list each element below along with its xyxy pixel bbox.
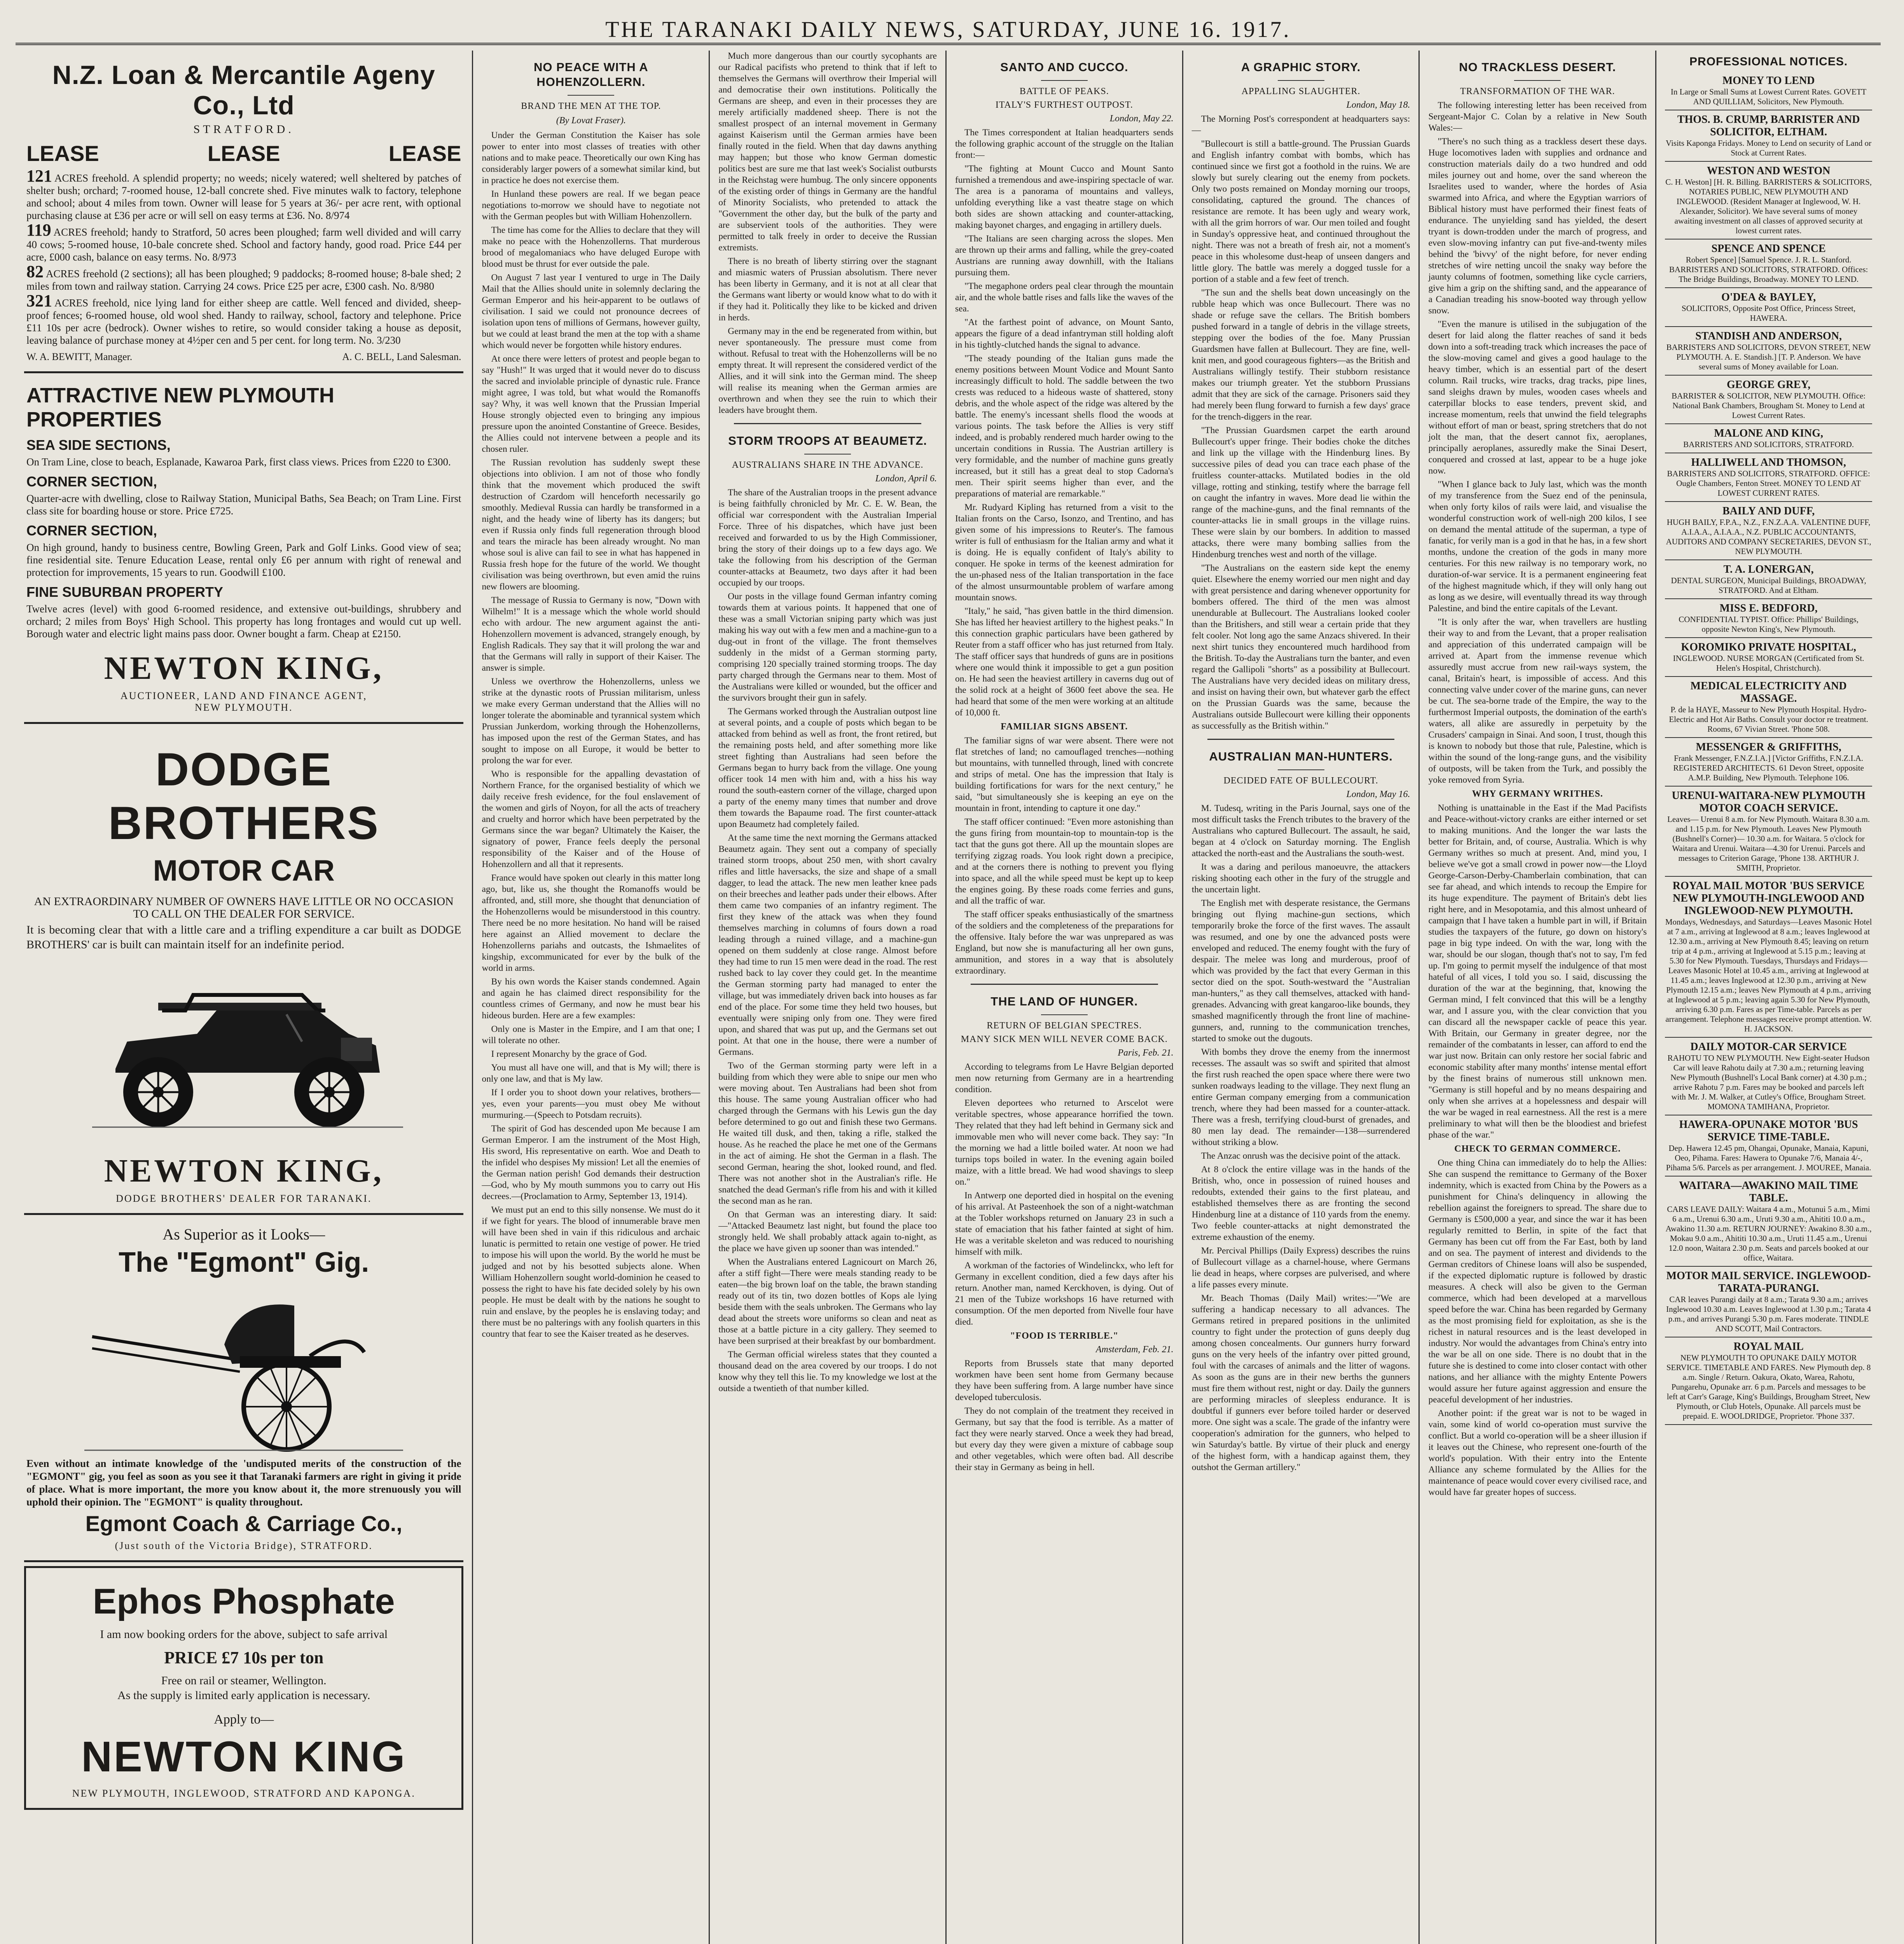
- article-paragraph: The staff officer continued: "Even more astonishing than the guns firing from mountain-top to mountain-top is the tact that the guns got there. All up the mountain slopes are terrifying zigzag roads. You look right down a precipice, and at the corners there is nothing to prevent you flying into space, and all the while speed must be kept up to keep the engines going. By these roads come ferries and guns, and all the traffic of war.: [955, 817, 1174, 906]
- notice-item: [1665, 162, 1872, 240]
- lease-row: [26, 141, 461, 166]
- article-paragraph: On August 7 last year I ventured to urge in The Daily Mail that the Allies should unite in solemnly declaring the German Emperor and his heir-apparent to be outlaws of civilisation. I said we could not pronounce decrees of isolation upon tens of millions of Germans, however guilty, but we could at least brand the men at the top with a shame which would never be forgotten while history endures.: [482, 273, 700, 350]
- article-paragraph: In Hunland these powers are real. If we began peace negotiations to-morrow we should have to negotiate not with the German peoples but with William Hohenzollern.: [482, 189, 700, 222]
- notice-heading: BAILY AND DUFF,: [1722, 505, 1815, 517]
- article-paragraph: "Even the manure is utilised in the subjugation of the desert for laid along the flatter reaches of sand it beds down into a soft-treading track which increases the pace of the slow-moving camel and gives a good haulage to the heavy timber, which is an essential part of the desert column. Rail trucks, wire tracks, drag tracks, pipe lines, sand sleighs drawn by mules, wooden cases wheels and caterpillar blocks to ease tenders, prevent skid, and increase momentum, reels that unwind the field telegraphs without effort of man or beast, spring stretchers that do not jolt the man, that the desert cannot fix, aeroplanes, principally aeroplanes, assuredly make the Sinai Desert, conquered and crossed at last, appear to be a huge joke now.: [1428, 319, 1647, 476]
- article-paragraph: "When I glance back to July last, which was the month of my transference from the Suez end of the peninsula, when only forty kilos of rails were laid, and visualise the wonderful construction work of well-nigh 200 kilos, I see on demand the mental attitude of the superman, a type of fanatic, for verily man is a god in that he has, in a few short months, undone the creation of the gods in many more centuries. For this new railway is no temporary work, no duration-of-war service. It is a permanent engineering feat of the highest magnitude which, if they will only hang out as long as we desire, will eventually thread its way through Palestine, and bind the entire capitals of the Levant.: [1428, 479, 1647, 614]
- notice-heading: ROYAL MAIL MOTOR 'BUS SERVICE NEW PLYMOUTH-INGLEWOOD AND INGLEWOOD-NEW PLYMOUTH.: [1672, 880, 1865, 917]
- title-rule: [1278, 80, 1324, 81]
- article-paragraph: "The steady pounding of the Italian guns made the enemy positions between Mount Vodice and Mount Santo increasingly difficult to hold. The saddle between the two crests was reduced to a hideous waste of shattered, stony debris, and the whole aspect of the ridge was altered by the battle. The enemy's incessant shells flood the woods at various points. The task before the Allies is very stiff indeed, and is probably rendered much harder owing to the uncertain conditions in Russia. The Austrian artillery is very formidable, and the number of machine guns greatly increased, but it still has a great deal to stop Cadorna's men. Their spirit seems higher than ever, and the preparations of material are remarkable.": [955, 353, 1174, 499]
- article-paragraph: "The Prussian Guardsmen carpet the earth around Bullecourt's upper fringe. Their bodies choke the ditches and link up the village with the Hindenburg lines. By successive piles of dead you can trace each phase of the fruitless counter-attacks. Mutilated bodies in the old village, rotting and stinking, testify where the barrage fell on caught the infantry in waves. More dead lie within the range of the machine-guns, and the final remnants of the counter-attacks lie in small groups in the village ruins. These were slain by our bombers. In addition to massed attacks, there were many bombing sallies from the Hindenburg trenches west and north of the village.: [1191, 425, 1410, 559]
- article-dateline: Paris, Feb. 21.: [1118, 1048, 1174, 1058]
- article-body: [718, 487, 937, 1394]
- notice-body: NEW PLYMOUTH TO OPUNAKE DAILY MOTOR SERVICE. TIMETABLE AND FARES. New Plymouth dep. 8 a.m. Single / Return. Oakura, Okato, Warea, Rahotu, Pungarehu, Opunake arr. 6 p.m. Parcels and messages to be left at Carr's Garage, King's Buildings, Brougham Street, New Plymouth, or Club Hotels, Opunake. All parcels must be prepaid. E. WOOLDRIDGE, Proprietor. 'Phone 337.: [1666, 1353, 1871, 1421]
- article-paragraph: Germany may in the end be regenerated from within, but never spontaneously. The pressure must come from without. Refusal to treat with the Hohenzollerns will be no empty threat. It will represent the considered verdict of the Allies, and it will sink into the German mind. The sheep will realise its meaning when the German armies are overthrown and when they see the ruin to which their leaders have brought them.: [718, 326, 937, 415]
- notice-heading: THOS. B. CRUMP, BARRISTER AND SOLICITOR, ELTHAM.: [1677, 114, 1860, 138]
- article-paragraph: At 8 o'clock the entire village was in the hands of the British, who, once in possession of ruined houses and redoubts, extended their gains to the first plateau, and established themselves there as are fronting the second Hindenburg line at a distance of 110 yards from the enemy. Two feeble counter-attacks at night demonstrated the extreme exhaustion of the enemy.: [1191, 1164, 1410, 1242]
- property-heading: CORNER SECTION,: [26, 523, 157, 538]
- article-dek: RETURN OF BELGIAN SPECTRES.: [987, 1021, 1142, 1031]
- title-rule: [1041, 80, 1088, 81]
- notice-heading: T. A. LONERGAN,: [1723, 563, 1814, 575]
- article-paragraph: M. Tudesq, writing in the Paris Journal, says one of the most difficult tasks the French tributes to the bravery of the Australians who captured Bullecourt. The assault, he said, began at 4 o'clock on Saturday morning. The English attacked the north-east and the Australians the south-west.: [1191, 803, 1410, 858]
- article-body: [955, 735, 1174, 977]
- article-dek: BATTLE OF PEAKS.: [1019, 86, 1109, 96]
- article-paragraph: "Italy," he said, "has given battle in the third dimension. She has lifted her heaviest artillery to the highest peaks." In this connection graphic particulars have been gathered by Reuter from a staff officer who has just returned from Italy. The staff officer says that hundreds of guns are in positions where one would think it impossible to get a gun position on. He had seen the heaviest artillery in caverns dug out of the solid rock at a height of 3600 feet above the sea. He had heard that some of the men were working at an altitude of 10,000 ft.: [955, 606, 1174, 718]
- article-body: [1192, 803, 1410, 1473]
- notice-body: BARRISTERS AND SOLICITORS, STRATFORD. OFFICE: Ougle Chambers, Fenton Street. MONEY TO LEND AT LOWEST CURRENT RATES.: [1667, 469, 1870, 498]
- notice-body: C. H. Weston] [H. R. Billing. BARRISTERS & SOLICITORS, NOTARIES PUBLIC, NEW PLYMOUTH AND INGLEWOOD. (Resident Manager at Inglewood, W. H. Alexander, Solicitor). We have several sums of money awaiting investment on all classes of approved security at lowest current rates.: [1665, 177, 1872, 235]
- article-paragraph: At once there were letters of protest and people began to say "Hush!" It was urged that it would never do to discuss the sacred and inviolable principle of dynastic rule. France might agree, I was told, but what would the Romanoffs say? Why, it was well known that the Prussian Imperial House strongly objected even to bringing any impious pressure upon the anointed Constantine of Greece. Besides, the Allies could not intervene between a people and its chosen ruler.: [482, 354, 700, 454]
- article-title: STORM TROOPS AT BEAUMETZ.: [728, 434, 927, 448]
- dodge-ad: [24, 724, 463, 1215]
- article-paragraph: "The Italians are seen charging across the slopes. Men are thrown up their arms and falling, while the grey-coated Austrians are running away downhill, with the Italians pursuing them.: [955, 234, 1174, 278]
- lot-number: 119: [26, 220, 51, 240]
- dodge-body: It is becoming clear that with a little care and a trifling expenditure a car built as DODGE BROTHERS' car is built can maintain itself for an indefinite period.: [26, 923, 461, 951]
- properties-ad: [24, 373, 463, 724]
- article-title: SANTO AND CUCCO.: [1000, 60, 1128, 74]
- notice-item: [1665, 376, 1872, 424]
- notice-body: Visits Kaponga Fridays. Money to Lend on security of Land or Stock at Current Rates.: [1666, 138, 1872, 157]
- article-paragraph: Much more dangerous than our courtly sycophants are our Radical pacifists who pretend to think that if left to themselves the Germans will overthrow their Imperial will and democratise their own institutions. Politically the Germans are sheep, and even in their processes they are merely artificially maddened sheep. There is not the smallest prospect of an internal movement in Germany against Kaiserism until the German armies have been finally routed in the field. When that day dawns anything may happen; but those who know German domestic politics best are sure me that last week's Socialist outbursts in the Reichstag were humbug. The only sincere opponents of the existing order of things in Germany are the handful of Minority Socialists, who pretended to attack the "Government the other day, but the bulk of the party and are subservient tools of the authorities. They were permitted to talk freely in order to deceive the Russian extremists.: [718, 51, 937, 253]
- notice-heading: SPENCE AND SPENCE: [1711, 243, 1826, 255]
- article-body-continued: [718, 51, 937, 416]
- lease-word: LEASE: [26, 141, 99, 166]
- notice-heading: HAWERA-OPUNAKE MOTOR 'BUS SERVICE TIME-TABLE.: [1679, 1119, 1858, 1143]
- notice-heading: MESSENGER & GRIFFITHS,: [1696, 741, 1841, 753]
- egmont-ad: [24, 1215, 463, 1562]
- article-paragraph: The Morning Post's correspondent at headquarters says:—: [1191, 114, 1410, 135]
- article-dek: MANY SICK MEN WILL NEVER COME BACK.: [961, 1034, 1168, 1044]
- article-title: THE LAND OF HUNGER.: [990, 995, 1138, 1008]
- lot-listing: [26, 220, 461, 263]
- article-paragraph: You must all have one will, and that is My will; there is only one law, and that is My law.: [482, 1063, 700, 1084]
- article-paragraph: Unless we overthrow the Hohenzollerns, unless we strike at the dynastic roots of Prussian militarism, unless we make every German understand that the Allies will no longer tolerate the abominable and tyrannical system which Prussian Junkerdom, working through the Hohenzollerns, has imposed upon the rest of the German States, and has sought to impose on all Europe, it would be better to prolong the war for ever.: [482, 677, 700, 766]
- notice-item: [1665, 453, 1872, 502]
- manager-name: W. A. BEWITT, Manager.: [26, 351, 133, 362]
- article-paragraph: In Antwerp one deported died in hospital on the evening of his arrival. At Pasteenhoek the son of a night-watchman at the Tobler workshops returned on January 23 in such a state of emaciation that his father fainted at sight of him. He was a veritable skeleton and was reduced to nourishing himself with milk.: [955, 1191, 1174, 1257]
- notice-body: Dep. Hawera 12.45 pm, Ohangai, Opunake, Manaia, Kapuni, Oeo, Pihama. Fares: Hawera to Opunake 7/6, Manaia 4/-, Pihama 5/6. Parcels as per arrangement. J. MOUREE, Manaia.: [1666, 1143, 1871, 1172]
- article-rule: [1207, 739, 1395, 740]
- notice-heading: WAITARA—AWAKINO MAIL TIME TABLE.: [1679, 1180, 1859, 1204]
- notice-item: [1665, 738, 1872, 787]
- property-text: On Tram Line, close to beach, Esplanade, Kawaroa Park, first class views. Prices from £220 to £300.: [26, 456, 451, 468]
- article-body: [1428, 100, 1647, 786]
- notice-item: [1665, 240, 1872, 288]
- notice-heading: URENUI-WAITARA-NEW PLYMOUTH MOTOR COACH SERVICE.: [1672, 790, 1866, 814]
- article-paragraph: The message of Russia to Germany is now, "Down with Wilhelm!" It is a message which the whole world should echo with ardour. The new argument against the anti-Hohenzollern movement is advanced, strangely enough, by English Radicals. They say that it will prolong the war and that the Germans will rally in support of their Kaiser. The answer is simple.: [482, 595, 700, 673]
- notices-title: PROFESSIONAL NOTICES.: [1689, 55, 1848, 68]
- article-column-3: [710, 51, 947, 1944]
- lot-listing: [26, 166, 461, 222]
- notice-heading: MISS E. BEDFORD,: [1719, 602, 1818, 614]
- article-paragraph: "The Australians on the eastern side kept the enemy quiet. Elsewhere the enemy worried our men night and day with great persistence and daring whenever opportunity for bombers offered. The third of the men was almost unendurable at Bullecourt. The Australians looked cooler than the Britishers, and still wear a certain pride that they felt cooler. Not long ago the same Anzacs shivered. In their next shirt tunics they encountered much hardihood from the British. To-day the Australians turn the banter, and even regard the Gallipoli "shorts" as a possibility at Bullecourt. The Australians have very decided ideas on military dress, and insist on having their own, but whatever garb the effect on the Prussian Guards was the same, because the Australians outside Bullecourt were killing their opponents as successfully as the British within.": [1191, 563, 1410, 731]
- article-dek: BRAND THE MEN AT THE TOP.: [521, 101, 661, 111]
- article-paragraph: If I order you to shoot down your relatives, brothers—yes, even your parents—you must obey Me without murmuring.—(Speech to Potsdam recruits).: [482, 1087, 700, 1120]
- notice-item: [1665, 1267, 1872, 1337]
- article-paragraph: According to telegrams from Le Havre Belgian deported men now returning from Germany are in a heartrending condition.: [955, 1062, 1174, 1094]
- article-paragraph: "The megaphone orders peal clear through the mountain air, and the whole battle rises and falls like the waves of the sea.: [955, 281, 1174, 314]
- notice-heading: STANDISH AND ANDERSON,: [1695, 330, 1842, 342]
- car-illustration-icon: [69, 956, 419, 1143]
- notice-item: [1665, 1177, 1872, 1267]
- article-subhead: "FOOD IS TERRIBLE.": [1010, 1331, 1119, 1341]
- article-dateline: London, May 18.: [1346, 100, 1410, 110]
- article-subhead: FAMILIAR SIGNS ABSENT.: [1001, 722, 1128, 732]
- article-paragraph: A workman of the factories of Windelinckx, who left for Germany in excellent condition, died a few days after his return. Another man, named Kerckhoven, is dying. Out of 21 men of the Tubize workshops 16 have returned with consumption. Of the men deported from Nivelle four have died.: [955, 1260, 1174, 1327]
- lot-text: ACRES freehold. A splendid property; no weeds; nicely watered; well sheltered by patches of shelter bush; orchard; 7-roomed house, 12-ball concrete shed. Five minutes walk to factory, telephone and school; about 4 miles from town. Owner will lease for 5 years at 36/- per acre rent, with optional purchasing clause at £36 per acre or will sell on easy terms at £36. No. 8/974: [26, 172, 461, 221]
- ephos-note: As the supply is limited early application is necessary.: [117, 1689, 370, 1702]
- gig-illustration-icon: [77, 1282, 411, 1453]
- lot-listing: [26, 262, 461, 292]
- lot-number: 82: [26, 262, 44, 281]
- lease-word: LEASE: [207, 141, 280, 166]
- article-dek: ITALY'S FURTHEST OUTPOST.: [995, 100, 1133, 110]
- lot-number: 121: [26, 166, 52, 185]
- notice-item: [1665, 1038, 1872, 1115]
- article-paragraph: Only one is Master in the Empire, and I am that one; I will tolerate no other.: [482, 1024, 700, 1045]
- agent-line: AUCTIONEER, LAND AND FINANCE AGENT,: [120, 690, 367, 701]
- agent-name: NEWTON KING,: [104, 650, 384, 686]
- article-paragraph: When the Australians entered Lagnicourt on March 26, after a stiff fight—There were meals standing ready to be eaten—the big brown loaf on the table, the brawn standing ready out of its tin, two dozen bottles of Kops ale lying beside them with the seals unbroken. The Germans who lay dead about the streets wore uniforms so clean and neat as those at a battle picture in a city gallery. They seemed to have been surprised at their breakfast by our bombardment.: [718, 1257, 937, 1346]
- notice-body: Robert Spence] [Samuel Spence. J. R. L. Stanford. BARRISTERS AND SOLICITORS, STRATFORD. Offices: The Bridge Buildings, Broadway. MONEY TO LEND.: [1669, 255, 1868, 284]
- notice-heading: HALLIWELL AND THOMSON,: [1691, 456, 1846, 469]
- article-paragraph: The following interesting letter has been received from Sergeant-Major C. Colan by a relative in New South Wales:—: [1428, 100, 1647, 133]
- notice-item: [1665, 327, 1872, 376]
- egmont-maker-line: (Just south of the Victoria Bridge), STRATFORD.: [115, 1540, 373, 1551]
- article-body: [1192, 114, 1410, 732]
- article-paragraph: I represent Monarchy by the grace of God.: [491, 1049, 647, 1059]
- notice-item: [1665, 787, 1872, 877]
- dodge-tagline: AN EXTRAORDINARY NUMBER OF OWNERS HAVE LITTLE OR NO OCCASION TO CALL ON THE DEALER FOR SERVICE.: [34, 895, 454, 920]
- notice-body: CAR leaves Purangi daily at 8 a.m.; Tarata 9.30 a.m.; arrives Inglewood 10.30 a.m. Leaves Inglewood at 1.30 p.m.; Tarata 4 p.m., and arrives Purangi 5.30 p.m. Fares moderate. TINDLE AND SCOTT, Mail Contractors.: [1666, 1295, 1871, 1333]
- article-column-6: [1420, 51, 1656, 1944]
- article-paragraph: One thing China can immediately do to help the Allies: She can suspend the remittance to Germany of the Boxer indemnity, which is exacted from China by the Powers as a punishment for China's delinquency in allowing the rebellion against the foreigners to spread. The share due to Germany is £500,000 a year, and since the war it has been regularly remitted to Berlin, in spite of the fact that Germany has been cut off from the Far East, both by land and on sea. The payment of interest and dividends to the German creditors of Chinese loans will also be suspended, if the expected diplomatic rupture is followed by drastic measures. A check will also be given to the German commerce, which had been developed at a marvellous speed before the war. China has been regarded by Germany as the most promising field for exploitation, as she is the richest in natural resources and is the least developed in industry. Nor would the advantages from China's entry into the war be all on one side. There is no doubt that in the future she is destined to come into closer contact with other nations, and her alliance with the mighty Entente Powers would assure her future against aggression and ensure the peaceful development of her industries.: [1428, 1158, 1647, 1405]
- property-text: On high ground, handy to business centre, Bowling Green, Park and Golf Links. Good view of sea; fine residential site. Tenure Education Lease, rental only £6 per annum with right of renewal and protection for improvements, 15 years to run. Goodwill £100.: [26, 542, 461, 578]
- notice-item: [1665, 1337, 1872, 1425]
- article-paragraph: With bombs they drove the enemy from the innermost recesses. The assault was so swift and spirited that almost the first rush reached the open space where there were two sunken roadways leading to the village. They next flung an entire German company emerging from a communication trench, where they had been massed for a counter-attack. There was a fresh, terrifying cloud-burst of grenades, and 80 men lay dead. The remainder—138—surrendered without striking a blow.: [1191, 1047, 1410, 1147]
- article-dateline: London, April 6.: [875, 474, 937, 484]
- article-dateline: London, May 22.: [1109, 114, 1174, 124]
- article-title: NO PEACE WITH A HOHENZOLLERN.: [534, 60, 648, 89]
- article-title: A GRAPHIC STORY.: [1241, 60, 1361, 74]
- nz-loan-ad: [24, 51, 463, 373]
- ephos-title: Ephos Phosphate: [93, 1582, 395, 1621]
- property-text: Twelve acres (level) with good 6-roomed residence, and extensive out-buildings, shrubbery and orchard; 2 miles from Boys' High School. This property has long frontages and would cut up well. Borough water and electric light mains pass door. Owner bought a farm. Cheap at £2150.: [26, 603, 461, 640]
- masthead: [16, 16, 1881, 45]
- notice-body: P. de la HAYE, Masseur to New Plymouth Hospital. Hydro-Electric and Hot Air Baths. Consult your doctor re treatment. Rooms, 67 Vivian Street. 'Phone 508.: [1669, 705, 1868, 734]
- notice-item: [1665, 110, 1872, 162]
- title-rule: [1278, 769, 1324, 770]
- lot-listing: [26, 291, 461, 346]
- article-paragraph: The staff officer speaks enthusiastically of the smartness of the soldiers and the completeness of the preparations for the offensive. Italy before the war was unprepared as was England, but now she is manufacturing all her own guns, ammunition, and stores in a way that is absolutely extraordinary.: [955, 909, 1174, 976]
- article-body: [1428, 1157, 1647, 1498]
- salesman-name: A. C. BELL, Land Salesman.: [342, 351, 461, 362]
- article-paragraph: Two of the German storming party were left in a building from which they were able to snipe our men who were moving about. Ten Australians had been shot from this house. The same young Australian officer who had charged through the Germans with his Lewis gun the day before determined to go out and finish these two Germans. He waited till dusk, and then, taking a rifle, stalked the house. As he reached the place he met one of the Germans in the act of aiming. He shot the German in a flash. The second German, hearing the shot, looked round, and fled. There was not another shot in the Australian's rifle. He snatched the dead German's rifle from his and with it killed the second man as he ran.: [718, 1061, 937, 1206]
- article-paragraph: The share of the Australian troops in the present advance is being faithfully chronicled by Mr. C. E. W. Bean, the official war correspondent with the Australian Imperial Force. Three of his dispatches, which have just been received and forwarded to us by the High Commissioner, bring the story of their doings up to a few days ago. We take the following from his description of the German counter-attacks at Beaumetz, two days after it had been occupied by our troops.: [718, 488, 937, 588]
- article-paragraph: The spirit of God has descended upon Me because I am German Emperor. I am the instrument of the Most High, His sword, His representative on earth. Woe and Death to the infidel who despises My mission! Let all the enemies of the German nation perish! God demands their destruction—God, who by My mouth summons you to carry out His decrees.—(Proclamation to Army, September 13, 1914).: [482, 1124, 700, 1201]
- article-body: [955, 1358, 1174, 1473]
- nz-loan-footer: [26, 351, 461, 363]
- article-paragraph: Reports from Brussels state that many deported workmen have been sent home from Germany because they have been suffering from. A large number have since developed tuberculosis.: [955, 1358, 1174, 1402]
- lot-text: ACRES freehold (2 sections); all has been ploughed; 9 paddocks; 8-roomed house; 8-bale shed; 2 miles from town and railway station. Carrying 24 cows. Price £25 per acre, £300 cash. No. 8/980: [26, 268, 461, 292]
- article-paragraph: Our posts in the village found German infantry coming towards them at various points. It happened that one of these was a small Victorian sniping party which was just making his way out with a few men and a machine-gun to a dug-out in front of the village. The front themselves suddenly in the midst of a German storming party, comprising 120 specially trained storming troops. The day party charged through the Germans near to them. Most of the Australians were killed or wounded, but the officer and the survivors brought their gun in safely.: [718, 591, 937, 703]
- notice-item: [1665, 877, 1872, 1038]
- notice-item: [1665, 72, 1872, 110]
- article-paragraph: The Anzac onrush was the decisive point of the attack.: [1201, 1151, 1401, 1161]
- article-title: NO TRACKLESS DESERT.: [1459, 60, 1616, 74]
- article-paragraph: The familiar signs of war were absent. There were not flat stretches of land; no camouflaged trenches—nothing but mountains, with tunnelled through, lined with concrete and strips of metal. One has the impression that Italy is building fortifications for wars for the next century," he said, "but simultaneously she is keeping an eye on the mountain in front, intending to capture it one day.": [955, 736, 1174, 813]
- notice-body: BARRISTERS AND SOLICITORS, DEVON STREET, NEW PLYMOUTH. A. E. Standish.] [T. P. Anderson. We have several sums of Money available for Loan.: [1666, 343, 1871, 371]
- notice-item: [1665, 502, 1872, 560]
- lot-number: 321: [26, 291, 52, 310]
- article-column-5: [1183, 51, 1420, 1944]
- property-heading: CORNER SECTION,: [26, 474, 157, 489]
- article-subhead: WHY GERMANY WRITHES.: [1472, 789, 1603, 799]
- lease-word: LEASE: [388, 141, 461, 166]
- article-paragraph: Mr. Percival Phillips (Daily Express) describes the ruins of Bullecourt village as a charnel-house, where Germans lie dead in heaps, where corpses are pulverised, and where a life passes every minute.: [1191, 1246, 1410, 1290]
- notice-body: In Large or Small Sums at Lowest Current Rates. GOVETT AND QUILLIAM, Solicitors, New Plymouth.: [1670, 87, 1867, 106]
- egmont-head: As Superior as it Looks—: [162, 1225, 325, 1243]
- dodge-title: DODGE BROTHERS: [108, 743, 379, 849]
- article-column-4: [947, 51, 1183, 1944]
- article-paragraph: There is no breath of liberty stirring over the stagnant and miasmic waters of Prussian absolutism. There never has been liberty in Germany, and it is not at all clear that the Germans want liberty or would know what to do with it if they had it. Politically they like to be kicked and driven in herds.: [718, 256, 937, 323]
- article-paragraph: "The sun and the shells beat down unceasingly on the rubble heap which was once Bullecourt. There was no shade or refuge save the cellars. The British bombers pushed forward in a tangle of debris in the village streets, stepping over the bodies of the foe. Many Prussian Guardsmen have fallen at Bullecourt. They are fine, well-knit men, and good courageous fighters—as the British and Australians willingly testify. Their stubborn resistance makes our triumph greater. Yet the stubborn Prussians admit that they are sick of the carnage. Prisoners said they had merely been flung forward to furnish a few days' grace for the trench-diggers in the rear.: [1191, 288, 1410, 422]
- notice-body: Leaves— Urenui 8 a.m. for New Plymouth. Waitara 8.30 a.m. and 1.15 p.m. for New Plymouth. Leaves New Plymouth (Bushnell's Corner)— 10.30 a.m. for Waitara. 5 o'clock for Waitara and Urenui. Waitara—4.30 for Urenui. Parcels and messages to Criterion Garage, 'Phone 138. ARTHUR J. SMITH, Proprietor.: [1667, 815, 1870, 872]
- notice-body: Frank Messenger, F.N.Z.I.A.] [Victor Griffiths, F.N.Z.I.A. REGISTERED ARCHITECTS. 61 Devon Street, opposite A.M.P. Building, New Plymouth. Telephone 106.: [1673, 753, 1864, 782]
- notice-heading: ROYAL MAIL: [1733, 1341, 1804, 1353]
- nz-loan-title: N.Z. Loan & Mercantile Ageny Co., Ltd: [52, 60, 435, 120]
- notice-body: INGLEWOOD. NURSE MORGAN (Certificated from St. Helen's Hospital, Christchurch).: [1673, 654, 1864, 673]
- title-rule: [568, 95, 614, 96]
- article-rule: [971, 984, 1158, 985]
- article-body: [955, 1061, 1174, 1328]
- article-paragraph: Under the German Constitution the Kaiser has sole power to enter into most classes of treaties with other nations and to make peace. Theoretically our own King has considerably larger powers of a somewhat similar kind, but in practice he does not exercise them.: [482, 130, 700, 185]
- article-body: [482, 130, 700, 1340]
- agent-line: NEW PLYMOUTH.: [194, 702, 293, 713]
- article-paragraph: The Times correspondent at Italian headquarters sends the following graphic account of the struggle on the Italian front:—: [955, 128, 1174, 160]
- notices-list: [1665, 72, 1872, 1425]
- egmont-body: Even without an intimate knowledge of the 'undisputed merits of the construction of the "EGMONT" gig, you feel as soon as you see it that Taranaki farmers are right in giving it pride of place. What is more important, the more you know about it, the more strenuously you will uphold their opinion. The "EGMONT" is quality throughout.: [26, 1458, 461, 1508]
- notice-body: Mondays, Wednesdays, and Saturdays—Leaves Masonic Hotel at 7 a.m., arriving at Inglewood at 8 a.m.; leaves Inglewood at 12.30 a.m., arriving at New Plymouth 8.45; leaving on return trip at 4 p.m., arriving at Inglewood at 5.15 p.m.; leaving at 5.30 for New Plymouth. Tuesdays, Thursdays and Fridays—Leaves Masonic Hotel at 10.45 a.m., arriving at Inglewood at 11.45 a.m.; leaves Inglewood at 12.30 p.m., arriving at New Plymouth 12.15 a.m.; leaves New Plymouth at 4 p.m., arriving at Inglewood at 5 p.m.; leaving again 5.30 for New Plymouth, arriving 6.30 p.m. Fares as per Time-table. Parcels as per arrangement. Telephone messages receive prompt attention. W. H. JACKSON.: [1665, 917, 1872, 1033]
- property-text: Quarter-acre with dwelling, close to Railway Station, Municipal Baths, Sea Beach; on Tram Line. First class site for boarding house or store. Price £725.: [26, 493, 461, 517]
- dodge-subtitle: MOTOR CAR: [153, 854, 335, 887]
- notice-item: [1665, 677, 1872, 738]
- nz-loan-place: STRATFORD.: [193, 123, 294, 136]
- article-dek: TRANSFORMATION OF THE WAR.: [1460, 86, 1615, 96]
- notice-body: BARRISTER & SOLICITOR, NEW PLYMOUTH. Office: National Bank Chambers, Brougham St. Money to Lend at Lowest Current Rates.: [1672, 391, 1866, 420]
- article-paragraph: At the same time the next morning the Germans attacked Beaumetz again. They sent out a company of specially trained storm troops, about 250 men, with short cavalry rifles and little haversacks, the size and shape of a small dagger, to lead the attack. The new men leather knee pads on their breeches and leather pads under their elbows. After them came two companies of an infantry regiment. The first they knew of the attack was when they found themselves marching in columns of fours down a road leading through a ruined village, and a machine-gun opened on them suddenly at close range. Almost before they had time to run 15 men were dead in the road. The rest rushed back to lay cover they could get. In the meantime the German storming party had managed to enter the village, but was immediately driven back into houses as far end of the place. For some time they held two houses, but eventually were sniping only from one. They were fired upon, and shared that was put up, and the Germans set out point. At that one in the house, there were a number of Germans.: [718, 833, 937, 1057]
- article-paragraph: On that German was an interesting diary. It said:—"Attacked Beaumetz last night, but found the place too strongly held. We shall probably attack again to-night, as the place we have given up sooner than was intended.": [718, 1210, 937, 1253]
- masthead-title: THE TARANAKI DAILY NEWS, SATURDAY, JUNE 16. 1917.: [605, 16, 1291, 42]
- properties-title: ATTRACTIVE NEW PLYMOUTH PROPERTIES: [26, 384, 334, 431]
- article-dek: DECIDED FATE OF BULLECOURT.: [1223, 776, 1378, 786]
- article-paragraph: Nothing is unattainable in the East if the Mad Pacifists and Peace-without-victory cranks are either interned or set to making munitions. And the longer the war lasts the better for Britain, and, of course, Australia. Which is why Germany writhes so much at present. And, mind you, I believe we've got a small crowd in power now—the Lloyd George-Carson-Derby-Chamberlain combination, that can see far ahead, and which intends to recoup the Empire for its huge expenditure. The payment of Britain's debt lies right here, and in Mesopotamia, and this almost unheard of campaign that I have taken a humble part in will, if Britain studies the taxpayers of the future, go down on history's page in big type indeed. On with the war, long with the war, should be our slogan, though that's not to say, I'm fed up. I'm going to permit myself the indulgence of that most hateful of all vices, I told you so. I said, discussing the duration of the war at the beginning, that, knowing the German mind, I felt convinced that this will be a lengthy war, and I assure you, with the clear conviction that you can discard all the newspaper cackle of peace this year. With Britain, our Germany in greater degree, nor the remainder of the combatants in lesser, can afford to end the war just now. Britain can only restore her social fabric and economic stability after many months' intense mental effort by the finest brains of numerous still unknown men. "Germany is still hopeful and by no means despairing and only when she arrives at a hopelessness and despair will the war be waged in real earnestness. All the rest is a mere preliminary to what will then be the bloodiest and briefest phase of the war.": [1428, 803, 1647, 1140]
- egmont-maker: Egmont Coach & Carriage Co.,: [85, 1511, 402, 1536]
- notices-column: [1656, 51, 1881, 1944]
- article-paragraph: Eleven deportees who returned to Arscelot were veritable spectres, whose appearance horrified the town. They related that they had left behind in Germany sick and immovable men who will never come back. They say: "In the morning we had a little boiled water. At noon we had turnips tops boiled in water. In the evening again boiled maize, with a little bread. We had wood shavings to sleep on.": [955, 1098, 1174, 1187]
- notice-heading: WESTON AND WESTON: [1707, 165, 1831, 177]
- notice-body: DENTAL SURGEON, Municipal Buildings, BROADWAY, STRATFORD. And at Eltham.: [1671, 576, 1866, 595]
- article-body: [955, 127, 1174, 719]
- ephos-apply: Apply to—: [214, 1712, 274, 1727]
- article-body: [1428, 802, 1647, 1141]
- article-paragraph: By his own words the Kaiser stands condemned. Again and again he has claimed direct responsibility for the countless crimes of Germany, and now he must bear his hideous burden. Here are a few examples:: [482, 977, 700, 1021]
- notice-item: [1665, 424, 1872, 453]
- article-paragraph: Who is responsible for the appalling devastation of Northern France, for the organised bestiality of which we daily receive fresh evidence, for the foul enslavement of the women and girls of Noyon, for all the acts of treachery and cruelty and horror which have been perpetrated by the Germans since the war began? Ultimately the Kaiser, the signatory of power, France feels deeply the personal responsibility of the Kaiser and of the House of Hohenzollern and all that it represents.: [482, 769, 700, 869]
- ephos-agent: NEWTON KING: [81, 1733, 407, 1781]
- article-paragraph: Mr. Beach Thomas (Daily Mail) writes:—"We are suffering a handicap necessary to all advances. The Germans retired in prepared positions in the unlimited country to fight under the protection of guns deeply dug among chosen concealments. Our gunners hurry forward guns on the very heels of the infantry over pitted ground, foul with the carcases of animals and the litter of wagons. As soon as the guns are in their new berths the gunners must fire them without rest, night or day. Daily the gunners are performing miracles of sleepless endurance. It is doubtful if gunners ever before toiled harder or deserved more. One sight was a scale. The grade of the infantry were cooperation's admiration for the gunners, who helped to win Saturday's battle. By virtue of their pluck and energy of the highest form, with a handicap against them, they outshot the German artillery.": [1191, 1293, 1410, 1472]
- notice-heading: MALONE AND KING,: [1714, 427, 1824, 439]
- title-rule: [804, 454, 851, 455]
- ephos-terms: Free on rail or steamer, Wellington.: [161, 1674, 327, 1687]
- article-byline: (By Lovat Fraser).: [556, 115, 626, 126]
- ads-column: [16, 51, 473, 1944]
- ephos-locations: NEW PLYMOUTH, INGLEWOOD, STRATFORD AND KAPONGA.: [72, 1788, 416, 1799]
- ephos-body: I am now booking orders for the above, subject to safe arrival: [100, 1628, 388, 1641]
- article-paragraph: The Germans worked through the Australian outpost line at several points, and a couple of posts which began to be attacked from behind as well as front, the front retired, but the remaining posts held, and after something more like street fighting than Australians had seen before the Germans began to hurry back from the village. One young officer took 14 men with him and, with a hiss his way round the south-eastern corner of the village, charged upon a party of the enemy many times that number and drove them towards the Bapaume road. The first counter-attack upon Beaumetz had completely failed.: [718, 706, 937, 829]
- article-paragraph: They do not complain of the treatment they received in Germany, but say that the food is terrible. As a matter of fact they were nearly starved. Once a week they had bread, but every day they were given a mixture of cabbage soup and other vegetables, which were often bad. All describe their stay in Germany as being in hell.: [955, 1406, 1174, 1472]
- dodge-dealer-line: DODGE BROTHERS' DEALER FOR TARANAKI.: [116, 1193, 372, 1204]
- article-subhead: CHECK TO GERMAN COMMERCE.: [1454, 1144, 1621, 1154]
- notice-body: HUGH BAILY, F.P.A., N.Z., F.N.Z.A.A. VALENTINE DUFF, A.I.A.A., A.I.A.A., N.Z. PUBLIC ACCOUNTANTS, AUDITORS AND COMPANY SECRETARIES, DEVON ST., NEW PLYMOUTH.: [1666, 517, 1871, 556]
- article-paragraph: "It is only after the war, when travellers are hustling their way to and from the Levant, that a proper realisation and appreciation of this underrated campaign will be arrived at. Apart from the immense revenue which assuredly must accrue from new rail-ways system, the canal, Britain's heart, is impossible of access. And this connecting valve under cover of the marine guns, can never be cut. The sea-borne trade of the Empire, the way to the furthermost Imperial outposts, the domination of the earth's waters, all alike are assuredly in perpetuity by the Crusaders' campaign in Sinai. And soon, I trust, though this is known to nobody but those that rule, Palestine, which is within the sound of the long-range guns, and the visibility of outposts, will be taken from the Turk, and possibly the yoke removed from Syria.: [1428, 617, 1647, 785]
- notice-body: CONFIDENTIAL TYPIST. Office: Phillips' Buildings, opposite Newton King's, New Plymouth.: [1679, 615, 1859, 634]
- notice-body: SOLICITORS, Opposite Post Office, Princess Street, HAWERA.: [1682, 304, 1856, 323]
- dodge-dealer: NEWTON KING,: [104, 1153, 384, 1189]
- property-heading: SEA SIDE SECTIONS,: [26, 437, 171, 453]
- notice-heading: MONEY TO LEND: [1722, 75, 1815, 87]
- notice-heading: MOTOR MAIL SERVICE. INGLEWOOD-TARATA-PURANGI.: [1666, 1270, 1871, 1294]
- ephos-ad: [24, 1566, 463, 1810]
- article-paragraph: The time has come for the Allies to declare that they will make no peace with the Hohenzollerns. That murderous brood of megalomaniacs who have deluged Europe with blood must be thrust for ever outside the pale.: [482, 225, 700, 269]
- notice-heading: MEDICAL ELECTRICITY AND MASSAGE.: [1690, 680, 1847, 705]
- notice-item: [1665, 638, 1872, 677]
- article-dateline: London, May 16.: [1346, 789, 1410, 799]
- article-paragraph: Mr. Rudyard Kipling has returned from a visit to the Italian fronts on the Carso, Isonzo, and Trentino, and has given some of his impressions to Reuter's. The famous writer is full of enthusiasm for the Italian army and what it is doing. He is equally confident of Italy's ability to conquer. He spoke in terms of the keenest admiration for the un-phased ness of the Italian transportation in the face of the almost unsurmountable problem of warfare among mountain snows.: [955, 502, 1174, 603]
- lot-text: ACRES freehold; handy to Stratford, 50 acres been ploughed; farm well divided and will carry 40 cows; 5-roomed house, 10-bale concrete shed. School and factory handy, good road. Price £44 per acre, £000 cash, balance on easy terms. No. 8/973: [26, 226, 461, 263]
- article-paragraph: The English met with desperate resistance, the Germans bringing out flying machine-gun sections, which temporarily broke the force of the first waves. The assault was resumed, and one by one the advanced posts were enveloped and reduced. The enemy fought with the fury of despair. The melee was long and murderous, proof of which was provided by the fact that every German in this sector died on the spot. South-westward the "Australian man-hunters," as they call themselves, attacked with hand-grenades. Advancing with great kangaroo-like bounds, they smashed magnificently through the front line of machine-gunners, and, running to the communication trenches, started to smoke out the dugouts.: [1191, 898, 1410, 1044]
- notice-item: [1665, 288, 1872, 327]
- article-rule: [734, 423, 921, 424]
- ephos-price: PRICE £7 10s per ton: [164, 1648, 324, 1667]
- notice-item: [1665, 1115, 1872, 1177]
- notice-heading: KOROMIKO PRIVATE HOSPITAL,: [1681, 641, 1856, 653]
- article-paragraph: The German official wireless states that they counted a thousand dead on the area covered by our troops. I do not know why they tell this lie. To my knowledge we lost at the outside a twentieth of that number killed.: [718, 1350, 937, 1393]
- notice-body: CARS LEAVE DAILY: Waitara 4 a.m., Motunui 5 a.m., Mimi 6 a.m., Urenui 6.30 a.m., Uruti 9.30 a.m., Ahititi 10.0 a.m., Awakino 11.30 a.m. RETURN JOURNEY: Awakino 8.30 a.m., Mokau 9.0 a.m., Ahititi 10.30 a.m., Uruti 11.45 a.m., Urenui 12.0 noon, Waitara 2.30 p.m. Seats and parcels booked at our office, Waitara.: [1665, 1205, 1872, 1262]
- article-paragraph: "Bullecourt is still a battle-ground. The Prussian Guards and English infantry combat with bombs, which has continued since we first got a foothold in the ruins. We are slowly but surely clearing out the enemy from pockets. Only two posts remained on Monday morning our troops, consolidating, captured the ground. The chances of resistance are remote. It has been ugly and weary work, with all the grim horrors of war. Our men toiled and fought in Sunday's oppressive heat, and continued throughout the night. There was not a breath of fresh air, not a moment's peace in this wholesome dust-heap of unseen dangers and little glory. The battle was merely a dogged tussle for a portion of a stable and a few feet of trench.: [1191, 139, 1410, 284]
- article-paragraph: Another point: if the great war is not to be waged in vain, some kind of world co-operation must survive the conflict. But a world co-operation will be a sheer illusion if it leaves out the Chinese, who represent one-fourth of the world's population. With their entry into the Entente Alliance any scheme formulated by the Allies for the maintenance of peace would cover every civilised race, and would have far greater hopes of success.: [1428, 1408, 1647, 1497]
- article-paragraph: "The fighting at Mount Cucco and Mount Santo furnished a tremendous and awe-inspiring spectacle of war. The area is a panorama of mountains and valleys, unfolding everything like a vast theatre stage on which both sides are shown attacking and counter-attacking, making bayonet charges, and engaging in artillery duels.: [955, 164, 1174, 230]
- article-dek: APPALLING SLAUGHTER.: [1241, 86, 1361, 96]
- article-paragraph: "There's no such thing as a trackless desert these days. Huge locomotives laden with supplies and ordnance and construction materials daily do a two hundred and odd miles journey out and home, over the sand whereon the Israelites used to wander, where the hordes of Asia swarmed into Africa, and where the Egyptian warriors of Biblical history must have performed their finest feats of endurance. The unyielding sand has yielded, the desert tryant is down-trodden under the march of progress, and even slow-moving infantry can put five-and-twenty miles behind the 'bivvy' of the night before, for never ending stretches of wire netting uncoil the snaky way before the jaunty columns of footmen, something like cycle carriers, give him a grip on the shifting sand, and the appearance of a Canadian treading his snow-booted way through yellow snow.: [1428, 136, 1647, 316]
- article-dek: AUSTRALIANS SHARE IN THE ADVANCE.: [732, 460, 924, 470]
- article-paragraph: France would have spoken out clearly in this matter long ago, but, like us, she thought the Romanoffs would be affronted, and, still more, she thought that denunciation of the Hohenzollerns would be misunderstood in this country. There need be no more hesitation. No hand will be raised here against an Allied movement to declare the Hohenzollerns pariahs and outcasts, the Ishmaelites of kingship, excommunicated for ever by the bulk of the world in arms.: [482, 873, 700, 973]
- article-column-2: [473, 51, 710, 1944]
- article-paragraph: "At the farthest point of advance, on Mount Santo, appears the figure of a dead infantryman still holding aloft in his tightly-clutched hands the signal to advance.: [955, 317, 1174, 350]
- egmont-title: The "Egmont" Gig.: [119, 1247, 369, 1278]
- notice-body: RAHOTU TO NEW PLYMOUTH. New Eight-seater Hudson Car will leave Rahotu daily at 7.30 a.m.; returning leaving New Plymouth (Bushnell's Local Bank corner) at 4.30 p.m.; arrive Rahotu 7 p.m. Fares may be booked and parcels left with Mr. J. M. Walker, at Cutley's Office, Brougham Street. MOMONA TAMIHANA, Proprietor.: [1667, 1053, 1870, 1111]
- lot-text: ACRES freehold, nice lying land for either sheep are cattle. Well fenced and divided, sheep-proof fences; 6-roomed house, old wool shed. Handy to railway, school, factory and telephone. Price £11 10s per acre (bedrock). Owner wishes to retire, so would consider taking a house as deposit, leaving balance of purchase money at 4½per cen and 5 per cent. for long term. No. 3/230: [26, 297, 461, 346]
- columns: [16, 51, 1881, 1944]
- property-heading: FINE SUBURBAN PROPERTY: [26, 584, 224, 600]
- notice-item: [1665, 560, 1872, 599]
- notice-item: [1665, 599, 1872, 638]
- article-paragraph: It was a daring and perilous manoeuvre, the attackers risking shooting each other in the fury of the struggle and the uncertain light.: [1191, 862, 1410, 895]
- title-rule: [1041, 1014, 1088, 1015]
- notice-heading: GEORGE GREY,: [1727, 379, 1811, 391]
- title-rule: [1514, 80, 1561, 81]
- notice-body: BARRISTERS AND SOLICITORS, STRATFORD.: [1683, 440, 1854, 449]
- article-paragraph: We must put an end to this silly nonsense. We must do it if we fight for years. The blood of innumerable brave men will have been shed in vain if this ridiculous and archaic lunatic is permitted to retain one vestige of power. He tried to impose his will upon the world. By the world he must be judged and not by his besotted subjects alone. When William Hohenzollern sought world-dominion he ceased to possess the right to have his fate decided solely by his own people. He must be dealt with by the nations he sought to ruin and enslave, by the peoples he is enslaving today; and there must be no palterings with any foolish quarters in this country that fear to see the Kaiser treated as he deserves.: [482, 1205, 700, 1339]
- article-title: AUSTRALIAN MAN-HUNTERS.: [1209, 750, 1393, 763]
- notice-heading: DAILY MOTOR-CAR SERVICE: [1690, 1041, 1847, 1053]
- notice-heading: O'DEA & BAYLEY,: [1721, 291, 1816, 303]
- article-dateline: Amsterdam, Feb. 21.: [1095, 1344, 1174, 1355]
- article-paragraph: The Russian revolution has suddenly swept these objections into oblivion. I am not of those who fondly think that the movement which produced the swift destruction of Czardom will henceforth necessarily go smoothly. Medieval Russia can hardly be transformed in a night, and the heady wine of liberty has its dangers; but even if Russia only finds full regeneration through blood and tears the miracle has been already wrought. No man whose soul is alive can fail to see in what has happened in Russia fresh hope for the future of the world. We thought civilisation was being overthrown, but even amid the ruins new flowers are blooming.: [482, 458, 700, 592]
